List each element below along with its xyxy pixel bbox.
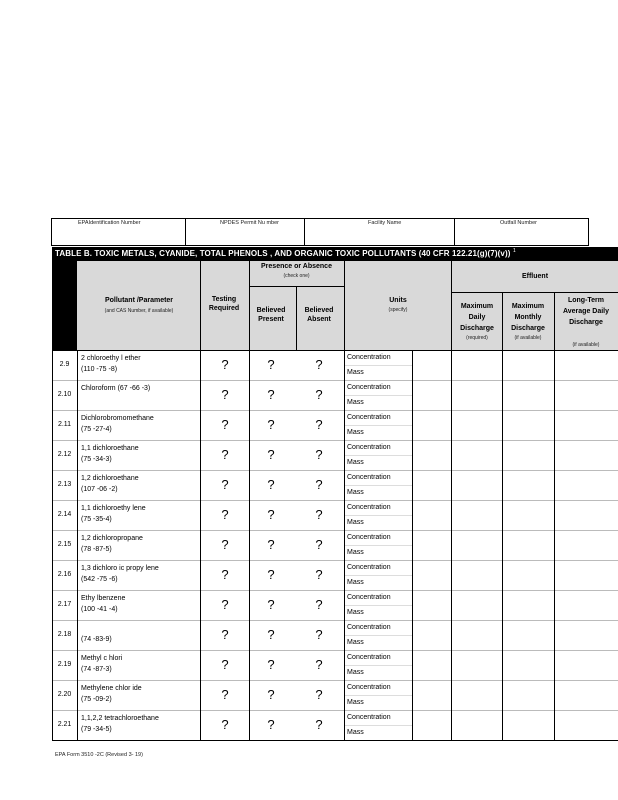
col-line-presence [249,261,250,740]
unit-row-divider [344,575,412,576]
unit-row-divider [344,455,412,456]
epa-id-label: EPAIdentification Number [78,220,141,226]
row-divider [52,470,618,471]
unit-mass: Mass [347,369,364,376]
pollutant-name: Dichlorobromomethane [81,415,154,422]
unit-concentration: Concentration [347,714,391,721]
pollutant-cas: (75 -34-3) [81,456,112,463]
believed-absent-checkbox[interactable]: ? [315,687,323,702]
believed-absent-checkbox[interactable]: ? [315,477,323,492]
unit-row-divider [344,515,412,516]
row-number: 2.16 [57,571,72,578]
believed-absent-checkbox[interactable]: ? [315,507,323,522]
npdes-label: NPDES Permit Nu mber [220,220,279,226]
row-number: 2.21 [57,721,72,728]
pollutant-cas: (75 -27-4) [81,426,112,433]
testing-required-checkbox[interactable]: ? [221,447,229,462]
pollutant-cas: (74 -83-9) [81,636,112,643]
unit-mass: Mass [347,669,364,676]
unit-mass: Mass [347,609,364,616]
col-line-units [344,261,345,740]
unit-row-divider [344,425,412,426]
row-divider [52,380,618,381]
unit-mass: Mass [347,549,364,556]
unit-mass: Mass [347,729,364,736]
unit-row-divider [344,665,412,666]
header-units-sub: (specify) [388,307,408,313]
presence-mid-divider [296,286,297,350]
unit-concentration: Concentration [347,534,391,541]
header-bottom-line [52,350,618,351]
believed-absent-checkbox[interactable]: ? [315,597,323,612]
testing-required-checkbox[interactable]: ? [221,597,229,612]
unit-row-divider [344,635,412,636]
believed-present-checkbox[interactable]: ? [267,657,275,672]
header-believed-present: Believed Present [256,307,286,323]
unit-concentration: Concentration [347,624,391,631]
unit-concentration: Concentration [347,504,391,511]
believed-absent-checkbox[interactable]: ? [315,567,323,582]
unit-row-divider [344,365,412,366]
col-line-longterm [554,350,555,740]
believed-present-checkbox[interactable]: ? [267,507,275,522]
unit-mass: Mass [347,519,364,526]
row-divider [52,620,618,621]
pollutant-name: Methyl c hlori [81,655,123,662]
header-pollutant-sub: (and CAS Number, if available) [104,308,174,314]
header-units: Units [389,297,407,304]
pollutant-name: Methylene chlor ide [81,685,142,692]
believed-present-checkbox[interactable]: ? [267,357,275,372]
col-line-monthly [502,350,503,740]
believed-absent-checkbox[interactable]: ? [315,387,323,402]
believed-present-checkbox[interactable]: ? [267,717,275,732]
pollutant-cas: (107 -06 -2) [81,486,118,493]
pollutant-name: Ethy lbenzene [81,595,126,602]
table-title-note: 1 [513,248,516,254]
row-number: 2.20 [57,691,72,698]
unit-row-divider [344,395,412,396]
believed-present-checkbox[interactable]: ? [267,597,275,612]
unit-mass: Mass [347,579,364,586]
row-divider [52,590,618,591]
row-divider [52,560,618,561]
header-effluent: Effluent [521,273,549,280]
unit-mass: Mass [347,429,364,436]
believed-absent-checkbox[interactable]: ? [315,417,323,432]
header-max-monthly: Maximum Monthly Discharge [511,303,545,332]
believed-absent-checkbox[interactable]: ? [315,357,323,372]
header-presence: Presence or Absence [261,263,332,270]
unit-mass: Mass [347,459,364,466]
unit-mass: Mass [347,399,364,406]
pollutant-cas: (79 -34-5) [81,726,112,733]
pollutant-name: 1,3 dichloro ic propy lene [81,565,159,572]
col-line-num [77,350,78,740]
col-line-testing [200,261,201,740]
believed-present-checkbox[interactable]: ? [267,567,275,582]
believed-absent-checkbox[interactable]: ? [315,657,323,672]
pollutant-name: 2 chloroethy l ether [81,355,141,362]
pollutant-cas: (75 -09-2) [81,696,112,703]
pollutant-cas: (542 -75 -6) [81,576,118,583]
unit-concentration: Concentration [347,654,391,661]
believed-present-checkbox[interactable]: ? [267,477,275,492]
row-divider [52,440,618,441]
col-line-effluent [451,261,452,740]
pollutant-name: 1,2 dichloropropane [81,535,143,542]
unit-concentration: Concentration [347,594,391,601]
testing-required-checkbox[interactable]: ? [221,417,229,432]
effluent-mid-divider-2 [554,292,555,350]
unit-concentration: Concentration [347,474,391,481]
row-divider [52,530,618,531]
unit-mass: Mass [347,489,364,496]
header-presence-sub: (check one) [283,273,310,279]
pollutant-name: Chloroform (67 -66 -3) [81,385,151,392]
outfall-label: Outfall Number [500,220,537,226]
unit-concentration: Concentration [347,414,391,421]
unit-concentration: Concentration [347,444,391,451]
pollutant-cas: (75 -35-4) [81,516,112,523]
header-max-daily: Maximum Daily Discharge [460,303,494,332]
table-title: TABLE B. TOXIC METALS, CYANIDE, TOTAL PHENOLS , AND ORGANIC TOXIC POLLUTANTS (40 CFR 122.21(g)(7)(v)) [55,249,511,258]
unit-mass: Mass [347,699,364,706]
testing-required-checkbox[interactable]: ? [221,537,229,552]
table-header-corner [52,261,77,350]
believed-present-checkbox[interactable]: ? [267,537,275,552]
row-divider [52,680,618,681]
unit-row-divider [344,725,412,726]
effluent-mid-divider-1 [502,292,503,350]
row-number: 2.19 [57,661,72,668]
unit-concentration: Concentration [347,354,391,361]
row-number: 2.11 [57,421,72,428]
believed-absent-checkbox[interactable]: ? [315,627,323,642]
header-long-term: Long-Term Average Daily Discharge [562,297,610,326]
unit-row-divider [344,485,412,486]
testing-required-checkbox[interactable]: ? [221,717,229,732]
pollutant-name: 1,2 dichloroethane [81,475,139,482]
testing-required-checkbox[interactable]: ? [221,477,229,492]
pollutant-name: 1,1,2,2 tetrachloroethane [81,715,159,722]
row-divider [52,500,618,501]
unit-mass: Mass [347,639,364,646]
unit-concentration: Concentration [347,384,391,391]
row-divider [52,710,618,711]
believed-absent-checkbox[interactable]: ? [315,537,323,552]
believed-present-checkbox[interactable]: ? [267,417,275,432]
header-believed-absent: Believed Absent [304,307,334,323]
testing-required-checkbox[interactable]: ? [221,627,229,642]
unit-row-divider [344,545,412,546]
row-number: 2.9 [59,361,70,368]
row-number: 2.14 [57,511,72,518]
believed-absent-checkbox[interactable]: ? [315,447,323,462]
row-number: 2.12 [57,451,72,458]
header-max-monthly-sub: (if available) [514,335,542,341]
unit-row-divider [344,695,412,696]
header-pollutant: Pollutant /Parameter [104,297,174,304]
testing-required-checkbox[interactable]: ? [221,687,229,702]
header-testing: Testing Required [208,296,240,312]
believed-present-checkbox[interactable]: ? [267,687,275,702]
pollutant-cas: (110 -75 -8) [81,366,118,373]
testing-required-checkbox[interactable]: ? [221,357,229,372]
testing-required-checkbox[interactable]: ? [221,567,229,582]
believed-present-checkbox[interactable]: ? [267,387,275,402]
row-number: 2.18 [57,631,72,638]
unit-row-divider [344,605,412,606]
col-line-left [52,350,53,740]
believed-present-checkbox[interactable]: ? [267,447,275,462]
unit-concentration: Concentration [347,564,391,571]
header-max-daily-sub: (required) [466,335,488,341]
row-number: 2.15 [57,541,72,548]
row-divider [52,650,618,651]
pollutant-cas: (100 -41 -4) [81,606,118,613]
testing-required-checkbox[interactable]: ? [221,387,229,402]
row-divider [52,410,618,411]
row-number: 2.17 [57,601,72,608]
believed-absent-checkbox[interactable]: ? [315,717,323,732]
pollutant-cas: (78 -87-5) [81,546,112,553]
header-long-term-sub: (if available) [572,342,600,348]
row-number: 2.13 [57,481,72,488]
pollutant-cas: (74 -87-3) [81,666,112,673]
testing-required-checkbox[interactable]: ? [221,657,229,672]
unit-concentration: Concentration [347,684,391,691]
effluent-divider [452,292,618,293]
believed-present-checkbox[interactable]: ? [267,627,275,642]
col-line-units-inner [412,350,413,740]
row-number: 2.10 [57,391,72,398]
form-footer: EPA Form 3510 -2C (Revised 3- 19) [55,752,143,758]
pollutant-name: 1,1 dichloroethy lene [81,505,146,512]
facility-label: Facility Name [368,220,402,226]
testing-required-checkbox[interactable]: ? [221,507,229,522]
table-bottom-line [52,740,618,741]
pollutant-name: 1,1 dichloroethane [81,445,139,452]
